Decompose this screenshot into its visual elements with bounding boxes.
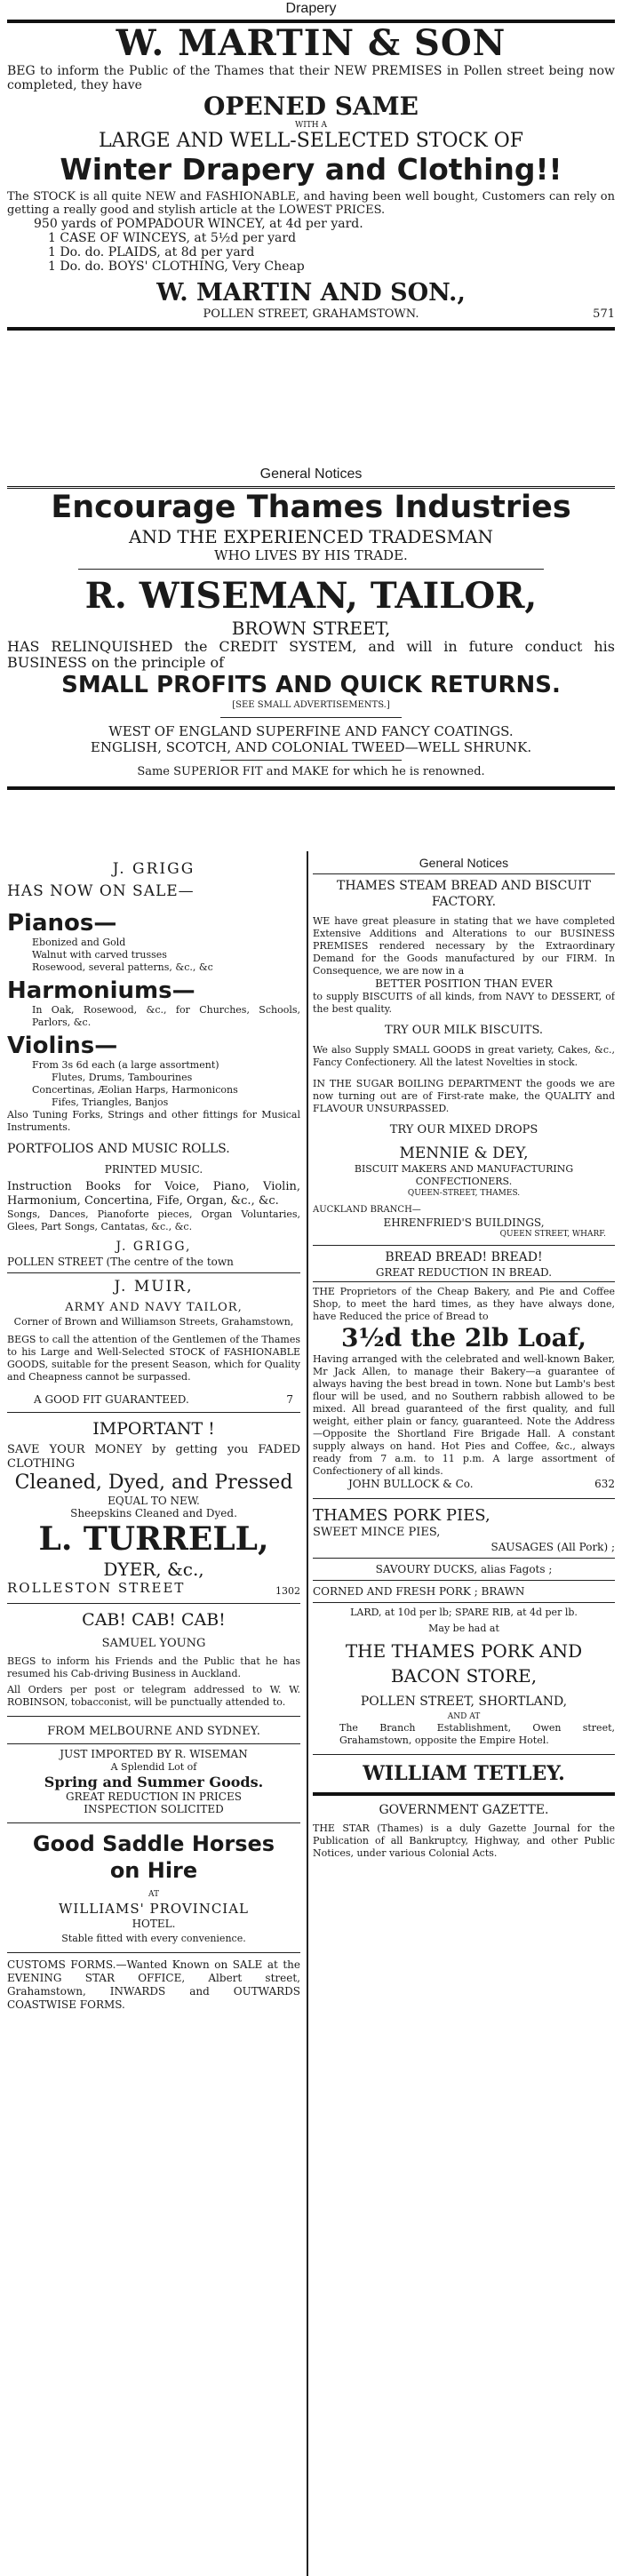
grigg-also: Also Tuning Forks, Strings and other fittings for Musical Instruments.	[7, 1109, 300, 1133]
divider	[7, 1272, 300, 1273]
wiseman-who: WHO LIVES BY HIS TRADE.	[214, 547, 408, 563]
turrell-street-row	[7, 1580, 300, 1596]
saddle-williams: WILLIAMS' PROVINCIAL	[58, 1901, 250, 1917]
divider	[313, 1498, 615, 1499]
bread-title: BREAD BREAD! BREAD!	[385, 1250, 543, 1264]
grigg-instruction: Instruction Books for Voice, Piano, Violin, Harmonium, Concertina, Fife, Organ, &c., &c.	[7, 1180, 300, 1208]
pork-store2: BACON STORE,	[390, 1665, 538, 1687]
divider	[7, 1822, 300, 1823]
martin-sign: W. MARTIN AND SON.,	[156, 279, 466, 307]
bread-great: GREAT REDUCTION IN BREAD.	[375, 1266, 553, 1279]
steam-queen: QUEEN-STREET, THAMES.	[407, 1189, 521, 1198]
steam-ehren: EHRENFRIED'S BUILDINGS,	[383, 1216, 545, 1229]
divider	[7, 1412, 300, 1413]
customs-body: CUSTOMS FORMS.—Wanted Known on SALE at the EVENING STAR OFFICE, Albert street, Grahamstown, INWARDS and OUTWARDS COASTWISE FORMS.	[7, 1958, 300, 2011]
column-rule	[307, 851, 308, 2576]
melbourne-title: FROM MELBOURNE AND SYDNEY.	[47, 1725, 260, 1738]
steam-wharf: QUEEN STREET, WHARF.	[499, 1230, 606, 1239]
steam-better: BETTER POSITION THAN EVER	[375, 977, 553, 990]
divider	[7, 1603, 300, 1604]
divider	[220, 760, 402, 761]
steam-sugar: IN THE SUGAR BOILING DEPARTMENT the goods we are now turning out are of First-rate make, the QUALITY and FLAVOUR UNSURPASSED.	[313, 1078, 615, 1114]
divider	[7, 1716, 300, 1717]
divider	[313, 1281, 615, 1282]
steam-mennie: MENNIE & DEY,	[399, 1144, 529, 1162]
muir-fit-row	[7, 1392, 300, 1407]
grigg-flutes: Flutes, Drums, Tambourines	[52, 1072, 193, 1083]
pork-may: May be had at	[428, 1623, 499, 1634]
steam-body: WE have great pleasure in stating that we have completed Extensive Additions and Alterations to our BUSINESS PREMISES rendered necessary by the Extraordinary Demand for the Goods manufactured by our FIRM. In Consequence, we are now in a	[313, 915, 615, 977]
muir-name: J. MUIR,	[114, 1278, 194, 1296]
cab-name: SAMUEL YOUNG	[101, 1637, 206, 1650]
bread-sign: JOHN BULLOCK & Co.	[348, 1478, 474, 1490]
wiseman-english: ENGLISH, SCOTCH, AND COLONIAL TWEED—WELL SHRUNK.	[90, 739, 532, 755]
martin-items	[7, 217, 615, 274]
martin-address: POLLEN STREET, GRAHAMSTOWN.	[203, 307, 419, 321]
martin-item: 1 Do. do. BOYS' CLOTHING, Very Cheap	[48, 259, 305, 274]
turrell-equal: EQUAL TO NEW.	[108, 1495, 200, 1507]
martin-address-row	[7, 307, 615, 322]
grigg-songs: Songs, Dances, Pianoforte pieces, Organ Voluntaries, Glees, Part Songs, Cantatas, &c., &c.	[7, 1208, 300, 1232]
wiseman-encourage: Encourage Thames Industries	[51, 490, 571, 525]
saddle-stable: Stable fitted with every convenience.	[61, 1933, 246, 1944]
martin-winter: Winter Drapery and Clothing!!	[60, 152, 562, 187]
wiseman-body: HAS RELINQUISHED the CREDIT SYSTEM, and will in future conduct his BUSINESS on the principle of	[7, 638, 615, 671]
bread-body: THE Proprietors of the Cheap Bakery, and Pie and Coffee Shop, to meet the hard times, as they have always done, have Reduced the price of Bread to	[313, 1286, 615, 1322]
wiseman-name: R. WISEMAN, TAILOR,	[84, 575, 538, 617]
turrell-num: 1302	[275, 1585, 300, 1597]
grigg-has: HAS NOW ON SALE—	[7, 882, 195, 900]
grigg-pianos-item: Walnut with carved trusses	[32, 949, 167, 961]
divider	[313, 1245, 615, 1246]
grigg-pianos: Pianos—	[7, 910, 117, 937]
turrell-dyer: DYER, &c.,	[103, 1559, 204, 1580]
martin-title: W. MARTIN & SON	[116, 22, 506, 64]
section-header-general: General Notices	[259, 467, 363, 482]
wiseman-small: SMALL PROFITS AND QUICK RETURNS.	[61, 672, 561, 698]
divider	[313, 1558, 615, 1559]
cab-orders: All Orders per post or telegram addressed to W. W. ROBINSON, tobacconist, will be punctually attended to.	[7, 1684, 300, 1708]
bread-sign-row	[313, 1478, 615, 1491]
martin-intro: BEG to inform the Public of the Thames that their NEW PREMISES in Pollen street being now completed, they have	[7, 64, 615, 92]
divider	[7, 327, 615, 331]
muir-corner: Corner of Brown and Williamson Streets, Grahamstown,	[13, 1316, 294, 1328]
cab-title: CAB! CAB! CAB!	[82, 1610, 226, 1630]
martin-large: LARGE AND WELL-SELECTED STOCK OF	[98, 130, 524, 152]
wiseman-same: Same SUPERIOR FIT and MAKE for which he is renowned.	[137, 765, 485, 778]
steam-try1: TRY OUR MILK BISCUITS.	[384, 1024, 544, 1037]
cab-body: BEGS to inform his Friends and the Public that he has resumed his Cab-driving Business in Auckland.	[7, 1655, 300, 1679]
pork-sausages: SAUSAGES (All Pork) ;	[490, 1541, 615, 1553]
wiseman-west: WEST OF ENGLAND SUPERFINE AND FANCY COATINGS.	[108, 723, 514, 739]
pork-andat: AND AT	[447, 1712, 481, 1721]
grigg-printed: PRINTED MUSIC.	[104, 1163, 203, 1176]
bread-loaf: 3½d the 2lb Loaf,	[341, 1323, 586, 1352]
pork-mince: SWEET MINCE PIES,	[313, 1526, 441, 1539]
tetley: WILLIAM TETLEY.	[363, 1762, 565, 1785]
martin-opened: OPENED SAME	[203, 92, 419, 121]
steam-try2: TRY OUR MIXED DROPS	[389, 1123, 538, 1136]
martin-with: WITH A	[294, 121, 328, 130]
steam-also: We also Supply SMALL GOODS in great variety, Cakes, &c., Fancy Confectionery. All the latest Novelties in stock.	[313, 1044, 615, 1068]
saddle-hotel: HOTEL.	[132, 1918, 176, 1930]
grigg-violins-items: From 3s 6d each (a large assortment)	[32, 1059, 219, 1071]
muir-body: BEGS to call the attention of the Gentlemen of the Thames to his Large and Well-Selected STOCK of FASHIONABLE GOODS, suitable for the present Season, which for Quality and Cheapness cannot be surpassed.	[7, 1334, 300, 1383]
bread-having: Having arranged with the celebrated and well-known Baker, Mr Jack Allen, to manage their Bakery—a guarantee of always having the best bread in town. None but Lamb's best flour will be used, and no Southern rabbish allowed to be mixed. All bread guaranteed of the first quality, and full weight, either plain or fancy, guaranteed. Note the Address—Opposite the Shortland Fire Brigade Hall. A constant supply always on hand. Hot Pies and Coffee, &c., always ready from 7 a.m. to 11 p.m. A large assortment of Confectionery of all kinds.	[313, 1353, 615, 1477]
muir-num: 7	[286, 1393, 293, 1406]
grigg-name: J. GRIGG	[112, 860, 195, 878]
grigg-concertinas: Concertinas, Æolian Harps, Harmonicons	[32, 1084, 238, 1096]
wiseman-see: [SEE SMALL ADVERTISEMENTS.]	[232, 700, 390, 710]
divider	[313, 1754, 615, 1755]
martin-item: 1 Do. do. PLAIDS, at 8d per yard	[48, 245, 255, 259]
grigg-portfolios: PORTFOLIOS AND MUSIC ROLLS.	[7, 1142, 230, 1156]
bread-num: 632	[594, 1478, 615, 1490]
melbourne-splendid: A Splendid Lot of	[110, 1761, 197, 1773]
melbourne-inspection: INSPECTION SOLICITED	[84, 1803, 224, 1815]
wiseman-street: BROWN STREET,	[231, 618, 391, 639]
turrell-street: ROLLESTON STREET	[7, 1580, 186, 1596]
grigg-harm-items: In Oak, Rosewood, &c., for Churches, Schools, Parlors, &c.	[32, 1004, 300, 1028]
muir-army: ARMY AND NAVY TAILOR,	[65, 1301, 243, 1314]
martin-stock: The STOCK is all quite NEW and FASHIONABLE, and having been well bought, Customers can rely on getting a really good and stylish article at the LOWEST PRICES.	[7, 190, 615, 217]
divider	[7, 1743, 300, 1744]
section-header-drapery: Drapery	[285, 1, 337, 16]
turrell-important: IMPORTANT !	[92, 1419, 215, 1439]
turrell-save: SAVE YOUR MONEY by getting you FADED CLOTHING	[7, 1443, 300, 1471]
pork-title: THAMES PORK PIES,	[313, 1506, 490, 1525]
pork-pollen: POLLEN STREET, SHORTLAND,	[360, 1695, 568, 1709]
divider	[78, 569, 544, 570]
grigg-fifes: Fifes, Triangles, Banjos	[52, 1097, 169, 1108]
saddle-title1: Good Saddle Horses	[32, 1831, 275, 1856]
grigg-violins: Violins—	[7, 1033, 118, 1059]
steam-title: THAMES STEAM BREAD AND BISCUIT FACTORY.	[337, 879, 591, 909]
steam-biscuit: BISCUIT MAKERS AND MANUFACTURING CONFECTIONERS.	[354, 1163, 574, 1187]
divider	[313, 873, 615, 874]
grigg-sign: J. GRIGG,	[116, 1240, 192, 1254]
saddle-at: AT	[148, 1890, 159, 1899]
martin-item: 1 CASE OF WINCEYS, at 5½d per yard	[48, 231, 297, 245]
turrell-cleaned: Cleaned, Dyed, and Pressed	[14, 1471, 293, 1494]
grigg-harmoniums: Harmoniums—	[7, 977, 195, 1004]
grigg-pianos-item: Ebonized and Gold	[32, 937, 126, 948]
melbourne-spring: Spring and Summer Goods.	[44, 1774, 264, 1790]
pork-branch: The Branch Establishment, Owen street, Grahamstown, opposite the Empire Hotel.	[339, 1722, 615, 1746]
pork-corned: CORNED AND FRESH PORK ; BRAWN	[313, 1585, 525, 1598]
right-section-header: General Notices	[419, 856, 509, 870]
steam-supply: to supply BISCUITS of all kinds, from NAVY to DESSERT, of the best quality.	[313, 991, 615, 1015]
martin-item: 950 yards of POMPADOUR WINCEY, at 4d per yard.	[34, 217, 363, 231]
saddle-title2: on Hire	[109, 1858, 198, 1883]
grigg-pollen: POLLEN STREET (The centre of the town	[7, 1256, 234, 1268]
pork-store1: THE THAMES PORK AND	[345, 1640, 583, 1662]
divider	[7, 1952, 300, 1953]
divider	[7, 786, 615, 790]
gazette-title: GOVERNMENT GAZETTE.	[379, 1803, 549, 1817]
turrell-name: L. TURRELL,	[38, 1520, 269, 1558]
divider	[220, 717, 402, 718]
steam-branch: AUCKLAND BRANCH—	[313, 1205, 421, 1215]
wiseman-and: AND THE EXPERIENCED TRADESMAN	[129, 526, 493, 547]
gazette-body: THE STAR (Thames) is a duly Gazette Journal for the Publication of all Bankruptcy, Highway, and other Public Notices, under various Colonial Acts.	[313, 1822, 615, 1859]
pork-savoury: SAVOURY DUCKS, alias Fagots ;	[375, 1563, 553, 1575]
divider	[313, 1792, 615, 1796]
melbourne-great: GREAT REDUCTION IN PRICES	[66, 1790, 242, 1803]
divider	[313, 1580, 615, 1581]
divider	[313, 1602, 615, 1603]
melbourne-just: JUST IMPORTED BY R. WISEMAN	[60, 1748, 248, 1760]
grigg-pianos-item: Rosewood, several patterns, &c., &c	[32, 961, 213, 973]
martin-num: 571	[593, 307, 615, 321]
muir-fit: A GOOD FIT GUARANTEED.	[34, 1393, 189, 1406]
pork-lard: LARD, at 10d per lb; SPARE RIB, at 4d per lb.	[350, 1607, 578, 1618]
turrell-sheepskins: Sheepskins Cleaned and Dyed.	[70, 1507, 237, 1519]
